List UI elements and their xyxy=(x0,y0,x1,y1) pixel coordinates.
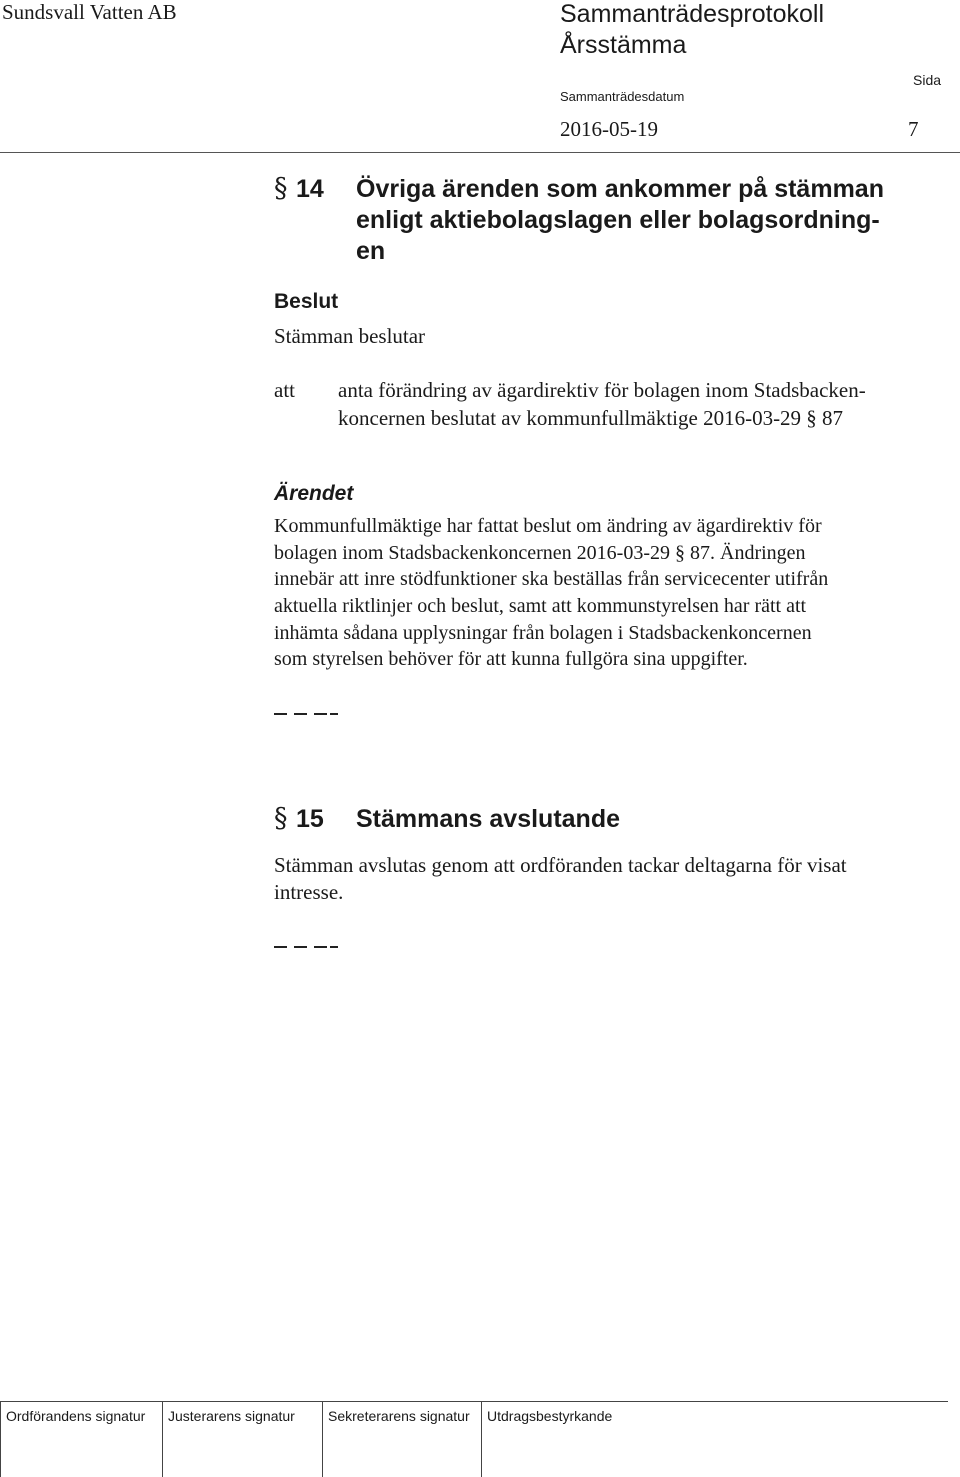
header-divider xyxy=(0,152,960,153)
meeting-date: 2016-05-19 xyxy=(560,117,658,141)
signature-cell-extract xyxy=(481,1401,482,1477)
separator-dash xyxy=(330,713,338,715)
case-line-3: innebär att inre stödfunktioner ska beställas från servicecenter utifrån xyxy=(274,568,829,590)
section-14-title-line-1: Övriga ärenden som ankommer på stämman xyxy=(356,175,884,203)
separator-dash xyxy=(330,946,338,948)
section-15-body-line-1: Stämman avslutas genom att ordföranden tackar deltagarna för visat xyxy=(274,853,847,877)
case-line-6: som styrelsen behöver för att kunna fullgöra sina uppgifter. xyxy=(274,648,748,670)
decision-heading: Beslut xyxy=(274,290,339,313)
section-15-number: 15 xyxy=(296,805,324,833)
section-15-body-line-2: intresse. xyxy=(274,880,344,904)
document-title: Sammanträdesprotokoll xyxy=(560,0,825,28)
meeting-date-label: Sammanträdesdatum xyxy=(560,89,685,104)
section-14-symbol: § xyxy=(274,173,288,204)
page-label: Sida xyxy=(913,72,942,88)
separator-dash xyxy=(314,946,327,948)
chair-signature-label: Ordförandens signatur xyxy=(6,1408,146,1424)
separator-dash xyxy=(274,713,287,715)
att-line-2: koncernen beslutat av kommunfullmäktige 2016-03-29 § 87 xyxy=(338,406,844,430)
separator-dash xyxy=(274,946,287,948)
secretary-signature-label: Sekreterarens signatur xyxy=(328,1408,470,1424)
case-line-5: inhämta sådana upplysningar från bolagen i Stadsbackenkoncernen xyxy=(274,622,812,644)
case-heading: Ärendet xyxy=(274,482,354,505)
separator-dash xyxy=(294,713,307,715)
organization-name: Sundsvall Vatten AB xyxy=(2,0,177,24)
signature-cell-adjuster xyxy=(162,1401,163,1477)
att-label: att xyxy=(274,378,295,402)
section-15-title: Stämmans avslutande xyxy=(356,805,620,833)
section-15-symbol: § xyxy=(274,803,288,834)
signature-cell-secretary xyxy=(322,1401,323,1477)
case-line-1: Kommunfullmäktige har fattat beslut om ändring av ägardirektiv för xyxy=(274,515,822,537)
case-line-4: aktuella riktlinjer och beslut, samt att kommunstyrelsen har rätt att xyxy=(274,595,807,617)
document-subtitle: Årsstämma xyxy=(560,31,687,59)
section-14-title-line-2: enligt aktiebolagslagen eller bolagsordning- xyxy=(356,206,880,234)
section-14-title-line-3: en xyxy=(356,237,386,265)
separator-dash xyxy=(314,713,327,715)
section-14-number: 14 xyxy=(296,175,324,203)
case-line-2: bolagen inom Stadsbackenkoncernen 2016-03-29 § 87. Ändringen xyxy=(274,542,806,564)
att-line-1: anta förändring av ägardirektiv för bolagen inom Stadsbacken- xyxy=(338,378,866,402)
separator-dash xyxy=(294,946,307,948)
page-number: 7 xyxy=(908,117,919,141)
decision-intro: Stämman beslutar xyxy=(274,324,426,348)
footer-divider xyxy=(0,1401,948,1402)
signature-cell-chair xyxy=(0,1401,1,1477)
adjuster-signature-label: Justerarens signatur xyxy=(168,1408,295,1424)
extract-certification-label: Utdragsbestyrkande xyxy=(487,1408,613,1424)
